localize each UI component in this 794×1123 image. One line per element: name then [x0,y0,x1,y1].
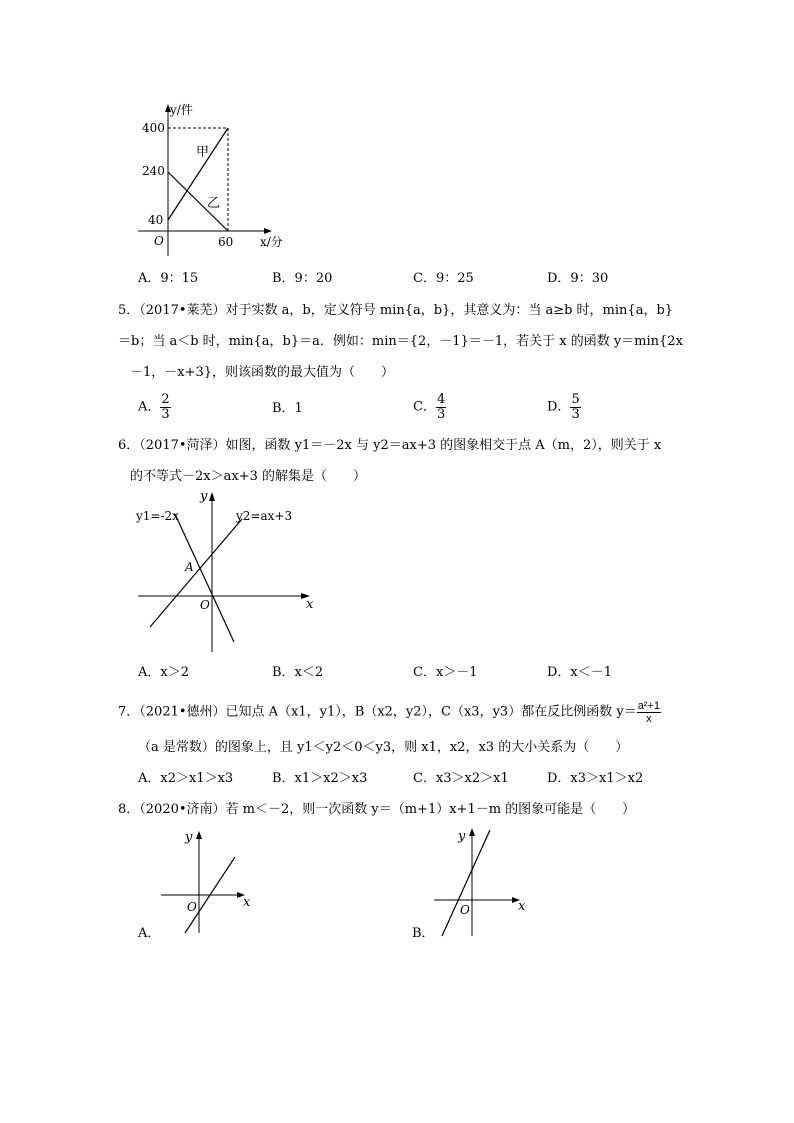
x-axis-label: x [518,899,526,914]
q5-option-d[interactable] [547,393,581,422]
y-tick-240: 240 [142,164,165,178]
q5-line1: 5．（2017•莱芜）对于实数 a，b，定义符号 min{a，b}，其意义为：当 a≥b 时，min{a，b} [118,303,674,318]
y-axis-arrow [209,492,215,501]
q5-option-c-den: 3 [436,407,446,422]
q5-option-b[interactable]: B．1 [272,401,303,416]
y-axis-arrow [469,828,475,836]
q4-option-b[interactable]: B．9：20 [272,271,333,286]
figure-intersecting-lines [130,484,320,659]
graph-line [442,830,490,936]
y-tick-400: 400 [142,121,165,135]
y-axis-label: y [200,489,208,504]
y-axis-label: y [458,829,466,844]
q6-option-b[interactable]: B．x＜2 [272,665,324,680]
line-y1 [175,514,234,642]
q8-line1: 8．（2020•济南）若 m＜－2，则一次函数 y＝（m+1）x+1－m 的图象可能是（ ） [118,802,636,817]
x-axis-arrow [264,228,272,234]
q5-line3: －1，－x+3}，则该函数的最大值为（ ） [130,365,395,380]
q7-fraction [637,700,661,725]
q4-option-a[interactable]: A．9：15 [138,271,199,286]
q7-line2: （a 是常数）的图象上，且 y1＜y2＜0＜y3，则 x1，x2，x3 的大小关系为（ ） [138,740,629,755]
q7-option-c[interactable]: C．x3＞x2＞x1 [413,771,509,786]
q4-option-c[interactable]: C．9：25 [413,271,474,286]
q4-option-d[interactable]: D．9：30 [547,271,609,286]
q7-line1 [118,700,661,725]
q5-option-a-den: 3 [161,407,170,422]
q5-option-d-fraction [570,393,580,422]
q6-line1: 6．（2017•菏泽）如图，函数 y1＝－2x 与 y2＝ax+3 的图象相交于点 A（m，2），则关于 x [118,438,662,453]
q5-option-c-label: C． [413,399,436,415]
line-y2 [150,519,242,627]
x-tick-60: 60 [218,235,234,249]
q5-option-a-fraction [160,393,170,422]
x-axis-label: x/分 [260,235,283,249]
origin-label: O [200,598,210,612]
q5-line2: ＝b；当 a＜b 时，min{a，b}＝a．例如：min＝{2，－1}＝－1，若关于 x 的函数 y＝min{2x [118,334,683,349]
q5-option-d-num: 5 [571,392,580,407]
q5-option-c[interactable] [413,393,446,422]
x-axis-label: x [243,895,251,910]
label-y1: y1=-2x [136,509,179,523]
q6-option-c[interactable]: C．x＞－1 [413,665,478,680]
point-a-label: A [185,560,194,574]
q8-option-a-label[interactable]: A． [138,926,161,941]
q6-option-a[interactable]: A．x＞2 [138,665,189,680]
y-axis-label: y [185,830,193,845]
x-axis-label: x [306,597,314,612]
label-y2: y2=ax+3 [236,509,293,523]
q5-option-a[interactable] [138,393,171,422]
q5-option-c-fraction [436,393,446,422]
q7-option-d[interactable]: D．x3＞x1＞x2 [547,771,644,786]
y-axis-label: y/件 [170,103,193,117]
q5-option-d-den: 3 [571,407,580,422]
q5-option-c-num: 4 [436,392,446,407]
y-axis-arrow [196,831,202,839]
origin-label: O [187,900,197,914]
q7-fraction-num: a²+1 [637,700,661,712]
q8-option-a-graph[interactable] [155,825,265,940]
q8-option-b-graph[interactable] [428,822,538,942]
q7-option-a[interactable]: A．x2＞x1＞x3 [138,771,234,786]
q5-option-a-num: 2 [161,392,170,407]
q6-line2: 的不等式－2x＞ax+3 的解集是（ ） [130,469,366,484]
q6-option-d[interactable]: D．x＜－1 [547,665,613,680]
q5-option-a-label: A． [138,399,161,415]
label-jia: 甲 [196,145,210,160]
origin-label: O [460,903,470,917]
q7-fraction-den: x [646,713,652,725]
q7-option-b[interactable]: B．x1＞x2＞x3 [272,771,368,786]
figure-sales-graph [130,98,300,258]
y-tick-40: 40 [148,213,164,227]
q7-line1-text: 7．（2021•德州）已知点 A（x1，y1），B（x2，y2），C（x3，y3）都在反比例函数 y＝ [118,704,637,720]
label-yi: 乙 [207,196,221,211]
origin-label: O [154,234,164,248]
q8-option-b-label[interactable]: B． [412,926,435,941]
q5-option-d-label: D． [547,399,571,415]
